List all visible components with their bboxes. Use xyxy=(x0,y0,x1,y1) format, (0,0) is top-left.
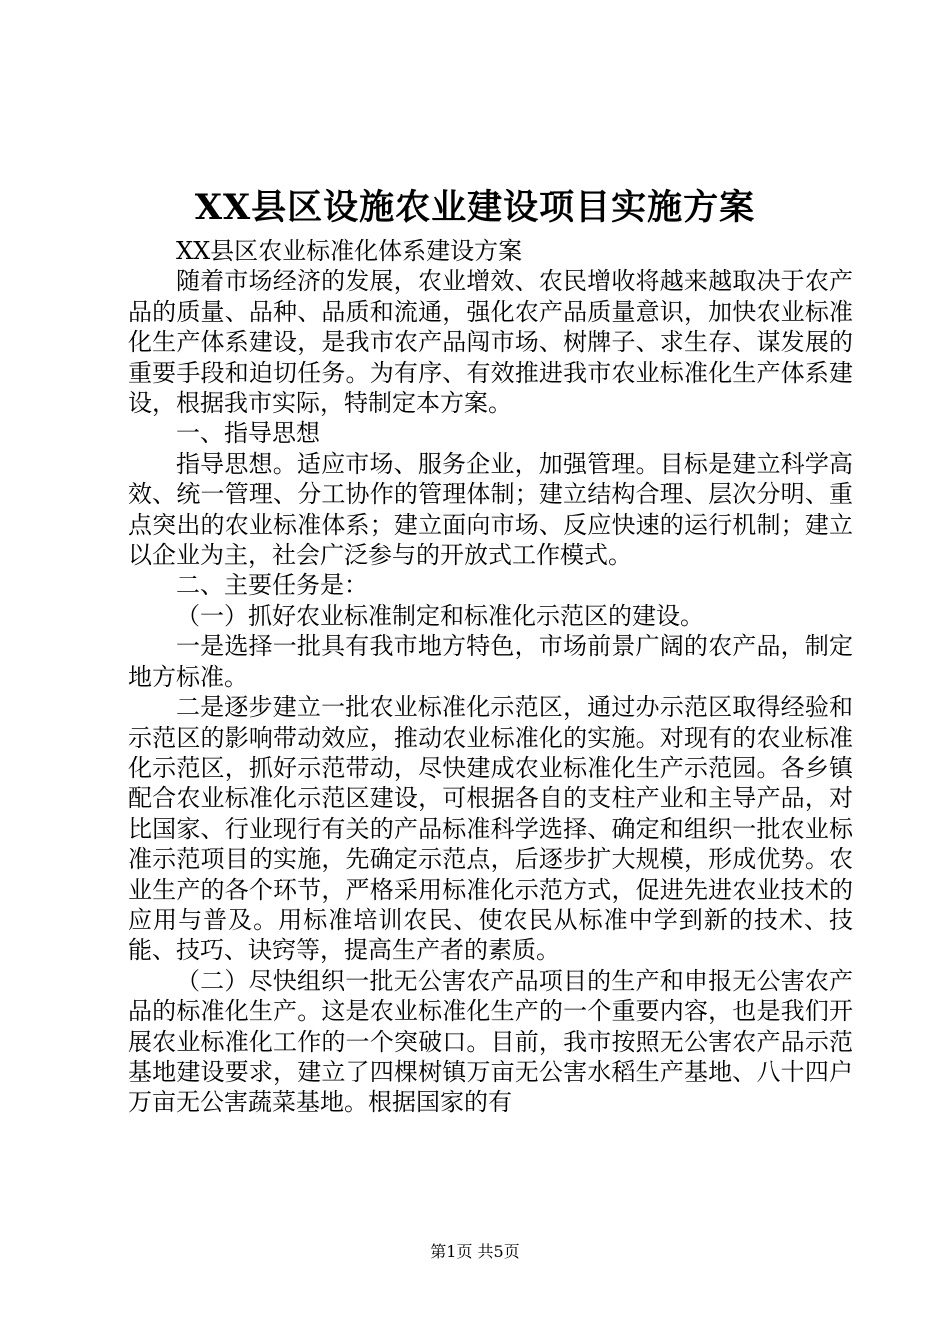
page-number-footer: 第1页 共5页 xyxy=(430,1242,520,1261)
task-1-point-2-paragraph: 二是逐步建立一批农业标准化示范区，通过办示范区取得经验和示范区的影响带动效应，推动农业标准化的实施。对现有的农业标准化示范区，抓好示范带动，尽快建成农业标准化生产示范园。各乡镇配合农业标准化示范区建设，可根据各自的支柱产业和主导产品，对比国家、行业现行有关的产品标准科学选择、确定和组织一批农业标准示范项目的实施，先确定示范点，后逐步扩大规模，形成优势。农业生产的各个环节，严格采用标准化示范方式，促进先进农业技术的应用与普及。用标准培训农民、使农民从标准中学到新的技术、技能、技巧、诀窍等，提高生产者的素质。 xyxy=(128,693,853,965)
task-2-paragraph: （二）尽快组织一批无公害农产品项目的生产和申报无公害农产品的标准化生产。这是农业标准化生产的一个重要内容，也是我们开展农业标准化工作的一个突破口。目前，我市按照无公害农产品示范基地建设要求，建立了四棵树镇万亩无公害水稻生产基地、八十四户万亩无公害蔬菜基地。根据国家的有 xyxy=(128,966,853,1117)
section-heading-guiding-thought: 一、指导思想 xyxy=(176,419,320,448)
guiding-thought-paragraph: 指导思想。适应市场、服务企业，加强管理。目标是建立科学高效、统一管理、分工协作的管理体制；建立结构合理、层次分明、重点突出的农业标准体系；建立面向市场、反应快速的运行机制；建立以企业为主，社会广泛参与的开放式工作模式。 xyxy=(128,449,853,570)
document-body xyxy=(128,236,853,1118)
document-title: XX县区设施农业建设项目实施方案 xyxy=(194,187,756,228)
section-heading-main-tasks: 二、主要任务是： xyxy=(176,571,368,600)
task-heading-1: （一）抓好农业标准制定和标准化示范区的建设。 xyxy=(176,601,704,630)
subtitle-paragraph: XX县区农业标准化体系建设方案 xyxy=(176,237,523,265)
intro-paragraph: 随着市场经济的发展，农业增效、农民增收将越来越取决于农产品的质量、品种、品质和流通，强化农产品质量意识，加快农业标准化生产体系建设，是我市农产品闯市场、树牌子、求生存、谋发展的重要手段和迫切任务。为有序、有效推进我市农业标准化生产体系建设，根据我市实际，特制定本方案。 xyxy=(128,267,853,418)
task-1-point-1-paragraph: 一是选择一批具有我市地方特色，市场前景广阔的农产品，制定地方标准。 xyxy=(128,632,853,691)
